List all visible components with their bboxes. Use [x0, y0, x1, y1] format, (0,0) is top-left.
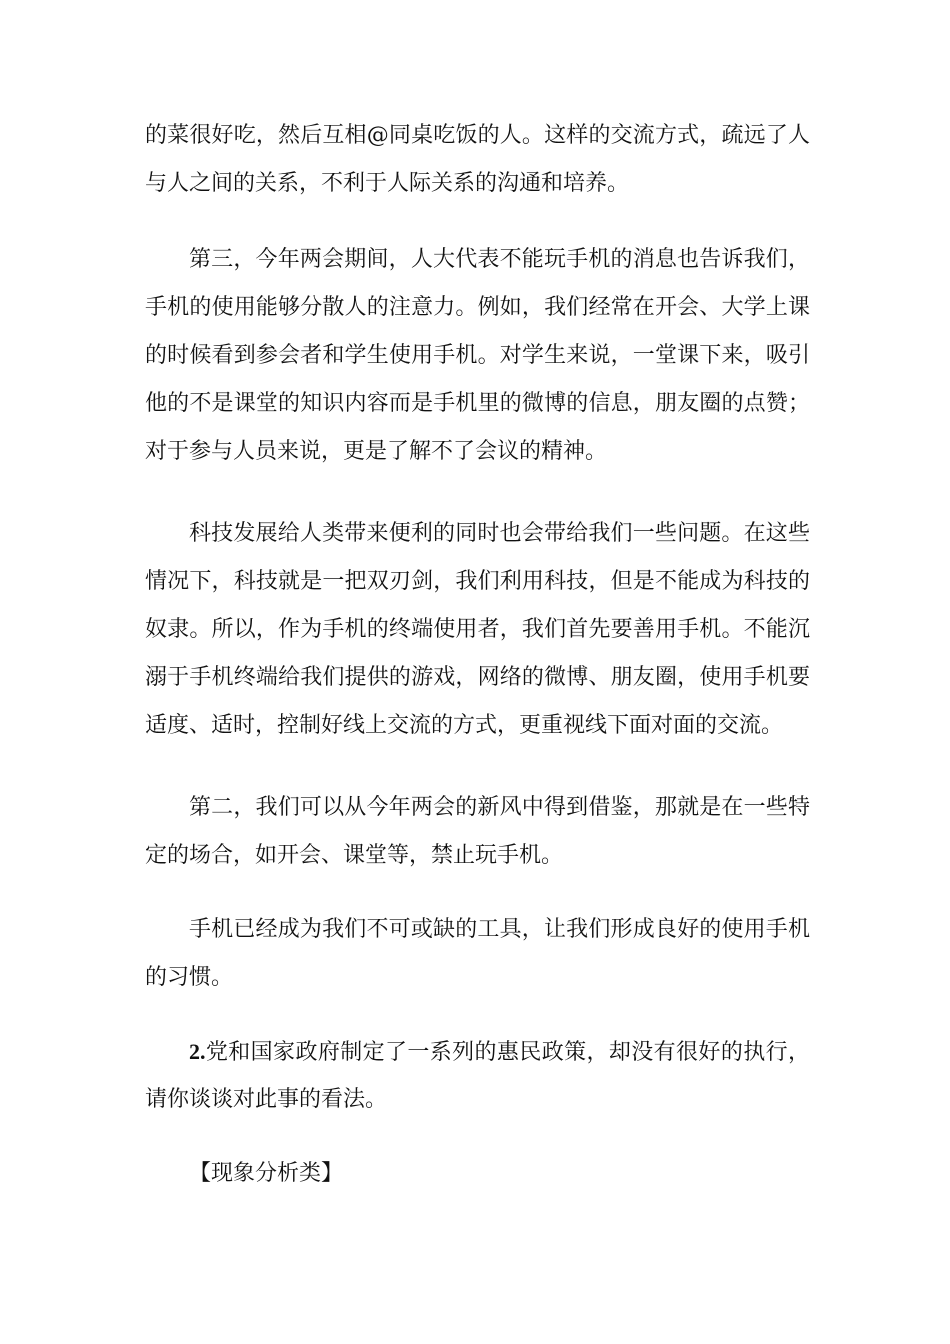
question-2	[145, 1028, 810, 1124]
text-line: 请你谈谈对此事的看法。	[145, 1087, 388, 1112]
text-line: 适度、适时，控制好线上交流的方式，更重视线下面对面的交流。	[145, 713, 784, 738]
text-line: 与人之间的关系，不利于人际关系的沟通和培养。	[145, 171, 630, 196]
text-line: 情况下，科技就是一把双刃剑，我们利用科技，但是不能成为科技的	[145, 569, 810, 594]
text-line: 的时候看到参会者和学生使用手机。对学生来说，一堂课下来，吸引	[145, 343, 810, 368]
section-heading	[145, 1150, 810, 1198]
text-line: 第二，我们可以从今年两会的新风中得到借鉴，那就是在一些特	[189, 795, 810, 820]
text-line: 溺于手机终端给我们提供的游戏，网络的微博、朋友圈，使用手机要	[145, 665, 810, 690]
text-line: 定的场合，如开会、课堂等，禁止玩手机。	[145, 843, 564, 868]
question-line	[145, 1028, 810, 1076]
paragraph-continuation	[145, 112, 810, 208]
paragraph-conclusion	[145, 906, 810, 1002]
text-line: 科技发展给人类带来便利的同时也会带给我们一些问题。在这些	[189, 521, 810, 546]
text-line: 手机已经成为我们不可或缺的工具，让我们形成良好的使用手机	[189, 917, 810, 942]
paragraph-third-point	[145, 236, 810, 476]
text-line: 奴隶。所以，作为手机的终端使用者，我们首先要善用手机。不能沉	[145, 617, 810, 642]
paragraph-technology	[145, 510, 810, 750]
paragraph-second-point	[145, 784, 810, 880]
section-heading-text: 【现象分析类】	[189, 1161, 344, 1186]
text-line: 手机的使用能够分散人的注意力。例如，我们经常在开会、大学上课	[145, 295, 810, 320]
text-line: 对于参与人员来说，更是了解不了会议的精神。	[145, 439, 608, 464]
text-line: 的习惯。	[145, 965, 234, 990]
question-text: 党和国家政府制定了一系列的惠民政策，却没有很好的执行，	[205, 1040, 810, 1065]
text-line: 第三，今年两会期间，人大代表不能玩手机的消息也告诉我们，	[189, 247, 810, 272]
question-number: 2.	[189, 1039, 206, 1064]
text-line: 的菜很好吃，然后互相@同桌吃饭的人。这样的交流方式，疏远了人	[145, 123, 810, 148]
text-line: 他的不是课堂的知识内容而是手机里的微博的信息，朋友圈的点赞；	[145, 391, 810, 416]
